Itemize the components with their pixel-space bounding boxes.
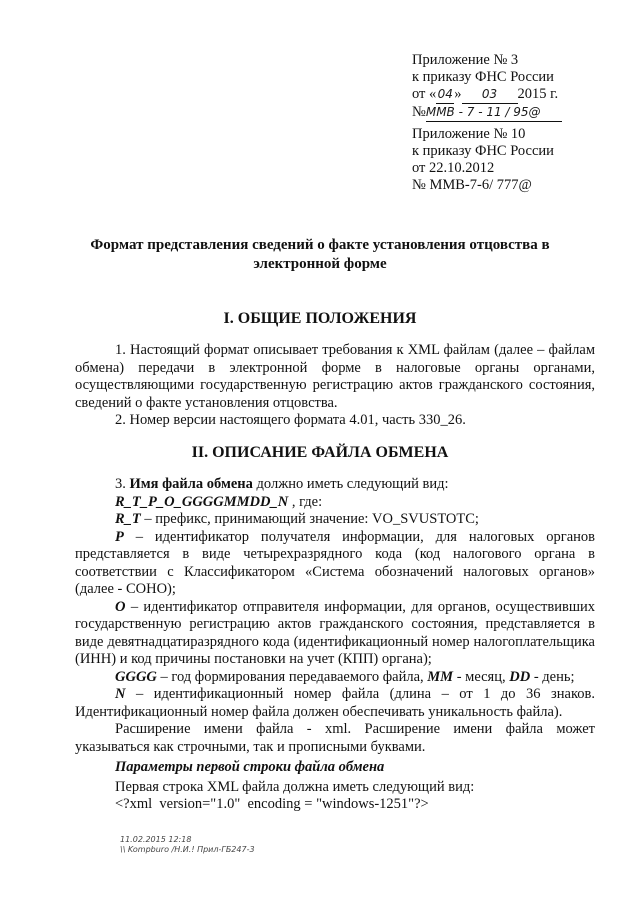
- document-title: Формат представления сведений о факте установления отцовства в электронной форме: [90, 237, 550, 272]
- prefix-description: R_T – префикс, принимающий значение: VO_SVUSTOTC;: [115, 511, 479, 527]
- paragraph-2: 2. Номер версии настоящего формата 4.01, часть 330_26.: [115, 412, 466, 428]
- params-heading: Параметры первой строки файла обмена: [115, 759, 385, 775]
- section-2-heading: II. ОПИСАНИЕ ФАЙЛА ОБМЕНА: [191, 444, 449, 461]
- handwritten-number: ММВ - 7 - 11 / 95@: [426, 104, 562, 122]
- appendix-10-title: Приложение № 10: [412, 126, 526, 142]
- appendix-10-block: [412, 126, 554, 194]
- appendix-10-number: № ММВ-7-6/ 777@: [412, 177, 532, 193]
- paragraph-3: 3. Имя файла обмена должно иметь следующий вид:: [115, 476, 449, 492]
- handwritten-month: 03: [462, 86, 518, 104]
- appendix-3-block: [412, 52, 562, 122]
- appendix-3-number: №ММВ - 7 - 11 / 95@: [412, 104, 562, 122]
- sender-description: O – идентификатор отправителя информации, для органов, осуществивших государственную регистрацию актов гражданского состояния, представляется в виде девятнадцатиразрядного кода (идентификационный номер налогоплательщика (ИНН) и код причины постановки на учет (КПП) органа);: [75, 598, 595, 667]
- xml-declaration: <?xml version="1.0" encoding = "windows-1251"?>: [115, 796, 429, 812]
- section-1-heading: I. ОБЩИЕ ПОЛОЖЕНИЯ: [223, 310, 417, 327]
- appendix-3-date: от «04» 03 2015 г.: [412, 86, 559, 102]
- handwritten-day: 04: [436, 86, 454, 104]
- section-2-body: [75, 476, 595, 814]
- paragraph-1: 1. Настоящий формат описывает требования к XML файлам (далее – файлам обмена) передачи в электронной форме в налоговые органы органами, осуществляющими государственную регистрацию актов гражданского состояния, сведений о факте установления отцовства.: [75, 342, 595, 411]
- appendix-3-order: к приказу ФНС России: [412, 69, 554, 85]
- appendix-10-date: от 22.10.2012: [412, 160, 495, 176]
- appendix-3-title: Приложение № 3: [412, 52, 519, 68]
- section-1-body: [75, 342, 595, 430]
- date-description: GGGG – год формирования передаваемого файла, MM - месяц, DD - день;: [115, 668, 575, 685]
- file-name-pattern: R_T_P_O_GGGGMMDD_N , где:: [115, 493, 323, 510]
- appendix-10-order: к приказу ФНС России: [412, 143, 554, 159]
- recipient-description: P – идентификатор получателя информации, для налоговых органов представляется в виде четырехразрядного кода (код налогового органа в соответствии с Классификатором «Система обозначений налоговых органов» (далее - СОНО);: [75, 528, 595, 597]
- file-id-description: N – идентификационный номер файла (длина – от 1 до 36 знаков. Идентификационный номер файла должен обеспечивать уникальность файла).: [75, 686, 595, 720]
- footer-stamp: 11.02.2015 12:18 \\ Kompburo /Н.И.! Прил-ГБ247-3: [120, 835, 255, 854]
- first-line-description: Первая строка XML файла должна иметь следующий вид:: [115, 778, 475, 795]
- extension-description: Расширение имени файла - xml. Расширение имени файла может указываться как строчными, так и прописными буквами.: [75, 721, 595, 755]
